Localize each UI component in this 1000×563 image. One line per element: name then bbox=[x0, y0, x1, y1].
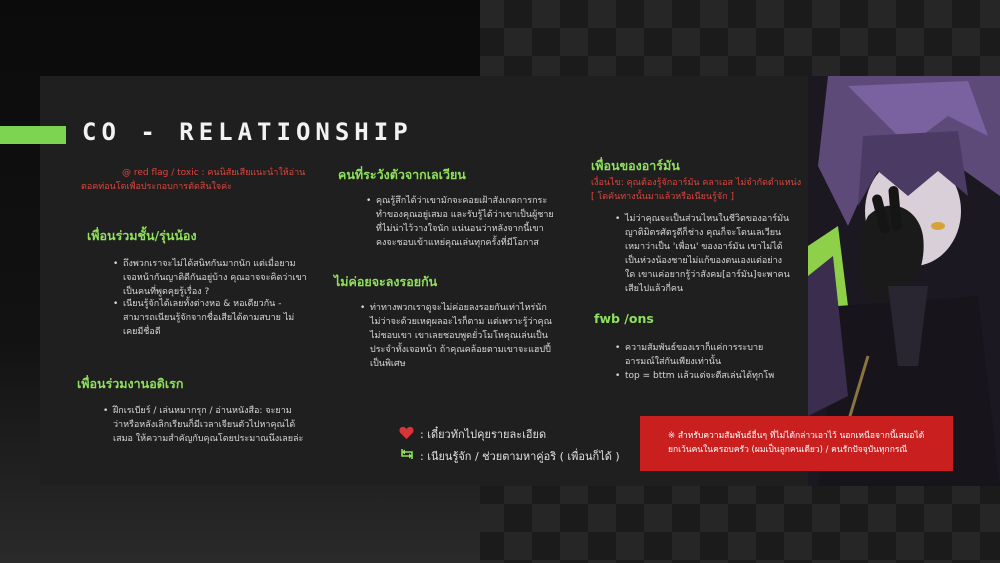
warning-line1: ※ สำหรับความสัมพันธ์อื่นๆ ที่ไม่ได้กล่าวเอาไว้ นอกเหนือจากนี้เสมอได้ bbox=[668, 431, 925, 441]
rarely-b1-line5: เป็นพิเศษ bbox=[370, 359, 406, 369]
wary-b1-line2: ทำของคุณอยู่เสมอ และรับรู้ได้ว่าเขาเป็นผู้ชาย bbox=[376, 210, 554, 220]
arman-b1-line5: ใด เขาแค่อยากรู้ว่าสังคม[อาร์มัน]จะพาคน bbox=[625, 270, 790, 280]
arman-friend-condition bbox=[591, 176, 801, 204]
red-flag-note: @ red flag / toxic : คนนิสัยเสียแนะนำให้อ่าน bbox=[122, 168, 306, 178]
fwb-bullet-1 bbox=[625, 341, 763, 369]
rarely-b1-line4: ประจำทั้งเจอหน้า ถ้าคุณคล้อยตามเขาจะแฮปปี้ bbox=[370, 345, 551, 355]
heart-icon bbox=[399, 426, 414, 440]
arman-friend-bullet-1 bbox=[625, 212, 790, 296]
classmates-b1-line2: เจอหน้ากันญาติดีกันอยู่บ้าง คุณอาจจะคิดว่าเขา bbox=[123, 273, 307, 283]
rarely-b1-line1: • ท่าทางพวกเราดูจะไม่ค่อยลงรอยกันเท่าไหร่นัก bbox=[370, 303, 547, 313]
sync-arrows-icon bbox=[399, 447, 415, 461]
rarely-get-along-heading: ไม่ค่อยจะลงรอยกัน bbox=[334, 274, 438, 289]
club-heading: เพื่อนร่วมงานอดิเรก bbox=[77, 376, 184, 391]
page-title: CO - RELATIONSHIP bbox=[82, 118, 413, 146]
heart-legend-text: : เดี๋ยวทักไปคุยรายละเอียด bbox=[420, 428, 547, 441]
classmates-heading: เพื่อนร่วมชั้น/รุ่นน้อง bbox=[87, 228, 197, 243]
wary-b1-line4: คงจะชอบเข้าแหย่คุณเล่นทุกครั้งที่มีโอกาส bbox=[376, 238, 539, 248]
red-flag-note-2: ตอคท่อนโดเพื่อประกอบการตัดสินใจค่ะ bbox=[81, 182, 232, 192]
classmates-bullet-2 bbox=[123, 297, 294, 339]
fwb-b2-line1: • top = bttm แล้วแต่จะตีสเล่นได้ทุกโพ bbox=[625, 371, 775, 381]
classmates-bullet-1 bbox=[123, 257, 307, 299]
wary-heading: คนที่ระวังตัวจากเลเวียน bbox=[338, 167, 466, 182]
club-bullet-1 bbox=[113, 404, 303, 446]
arman-b1-line2: ญาติมิตรศัตรูดีก็ช่าง คุณก็จะโดนเลเวียน bbox=[625, 228, 782, 238]
classmates-b2-line1: • เนียนรู้จักได้เลยทั้งต่างหอ & หอเดียวกัน - bbox=[123, 299, 282, 309]
arman-b1-line4: เป็นห่วงน้องชายไม่แก้ของตนเองแต่อย่าง bbox=[625, 256, 783, 266]
club-b1-line2: ว่าหรือหลังเลิกเรียนก็มีเวลาเจียนตัวไปหาคุณได้ bbox=[113, 420, 296, 430]
wary-b1-line1: • คุณรู้สึกได้ว่าเขามักจะคอยเฝ้าสังเกตการกระ bbox=[376, 196, 548, 206]
classmates-b1-line1: • ถึงพวกเราจะไม่ได้สนิทกันมากนัก แต่เมื่อยาม bbox=[123, 259, 296, 269]
club-b1-line1: • ฝึกเรเบียร์ / เล่นหมากรุก / อ่านหนังสือ: จะยาม bbox=[113, 406, 292, 416]
classmates-b2-line3: เคยมีชื่อดี bbox=[123, 327, 161, 337]
wary-b1-line3: ที่ไม่น่าไว้วางใจนัก แน่นอนว่าหลังจากนี้เขา bbox=[376, 224, 544, 234]
club-b1-line3: เสมอ ให้ความสำคัญกับคุณโดยประมาณนึงเลยล่ะ bbox=[113, 434, 304, 444]
arman-friend-heading: เพื่อนของอาร์มัน bbox=[591, 158, 680, 173]
warning-line2: ยกเว้นคนในครอบครัว (ผมเป็นลูกคนเดียว) / คนรักปัจจุบันทุกกรณี bbox=[668, 445, 908, 455]
fwb-bullet-2 bbox=[625, 369, 774, 383]
arman-b1-line3: เหมาว่าเป็น 'เพื่อน' ของอาร์มัน เขาไม่ได้ bbox=[625, 242, 783, 252]
classmates-b2-line2: สามารถเนียนรู้จักจากชื่อเสียได้ตามสบาย ไม่ bbox=[123, 313, 295, 323]
arman-b1-line1: • ไม่ว่าคุณจะเป็นส่วนไหนในชีวิตของอาร์มัน bbox=[625, 214, 790, 224]
classmates-b1-line3: เป็นคนที่พูดคุยรู้เรื่อง ? bbox=[123, 287, 210, 297]
sync-legend-text: : เนียนรู้จัก / ช่วยตามหาคู่อริ ( เพื่อนก็ได้ ) bbox=[420, 450, 620, 463]
rarely-bullet-1 bbox=[370, 301, 552, 371]
rarely-b1-line3: ไม่ชอบเขา เขาเลยชอบพูดยั่วโมโหคุณเล่นเป็น bbox=[370, 331, 548, 341]
arman-friend-condition-line1: เงื่อนไข: คุณต้องรู้จักอาร์มัน คลาเอส ไม่จำกัดตำแหน่ง bbox=[591, 178, 802, 188]
fwb-b1-line2: อารมณ์ใส่กันเพียงเท่านั้น bbox=[625, 357, 722, 367]
fwb-b1-line1: • ความสัมพันธ์ของเราก็แค่การระบาย bbox=[625, 343, 764, 353]
rarely-b1-line2: ไม่ว่าจะด้วยเหตุผลอะไรก็ตาม แต่เพราะรู้ว่าคุณ bbox=[370, 317, 552, 327]
arman-friend-condition-line2: [ โดคันทางนั้นมาแล้วหรือเนียนรู้จัก ] bbox=[591, 192, 735, 202]
arman-b1-line6: เสียไปแล้วกี่คน bbox=[625, 284, 684, 294]
wary-bullet-1 bbox=[376, 194, 554, 250]
warning-box bbox=[640, 416, 953, 471]
title-accent-bar bbox=[0, 126, 66, 144]
fwb-heading: fwb /ons bbox=[594, 311, 654, 326]
